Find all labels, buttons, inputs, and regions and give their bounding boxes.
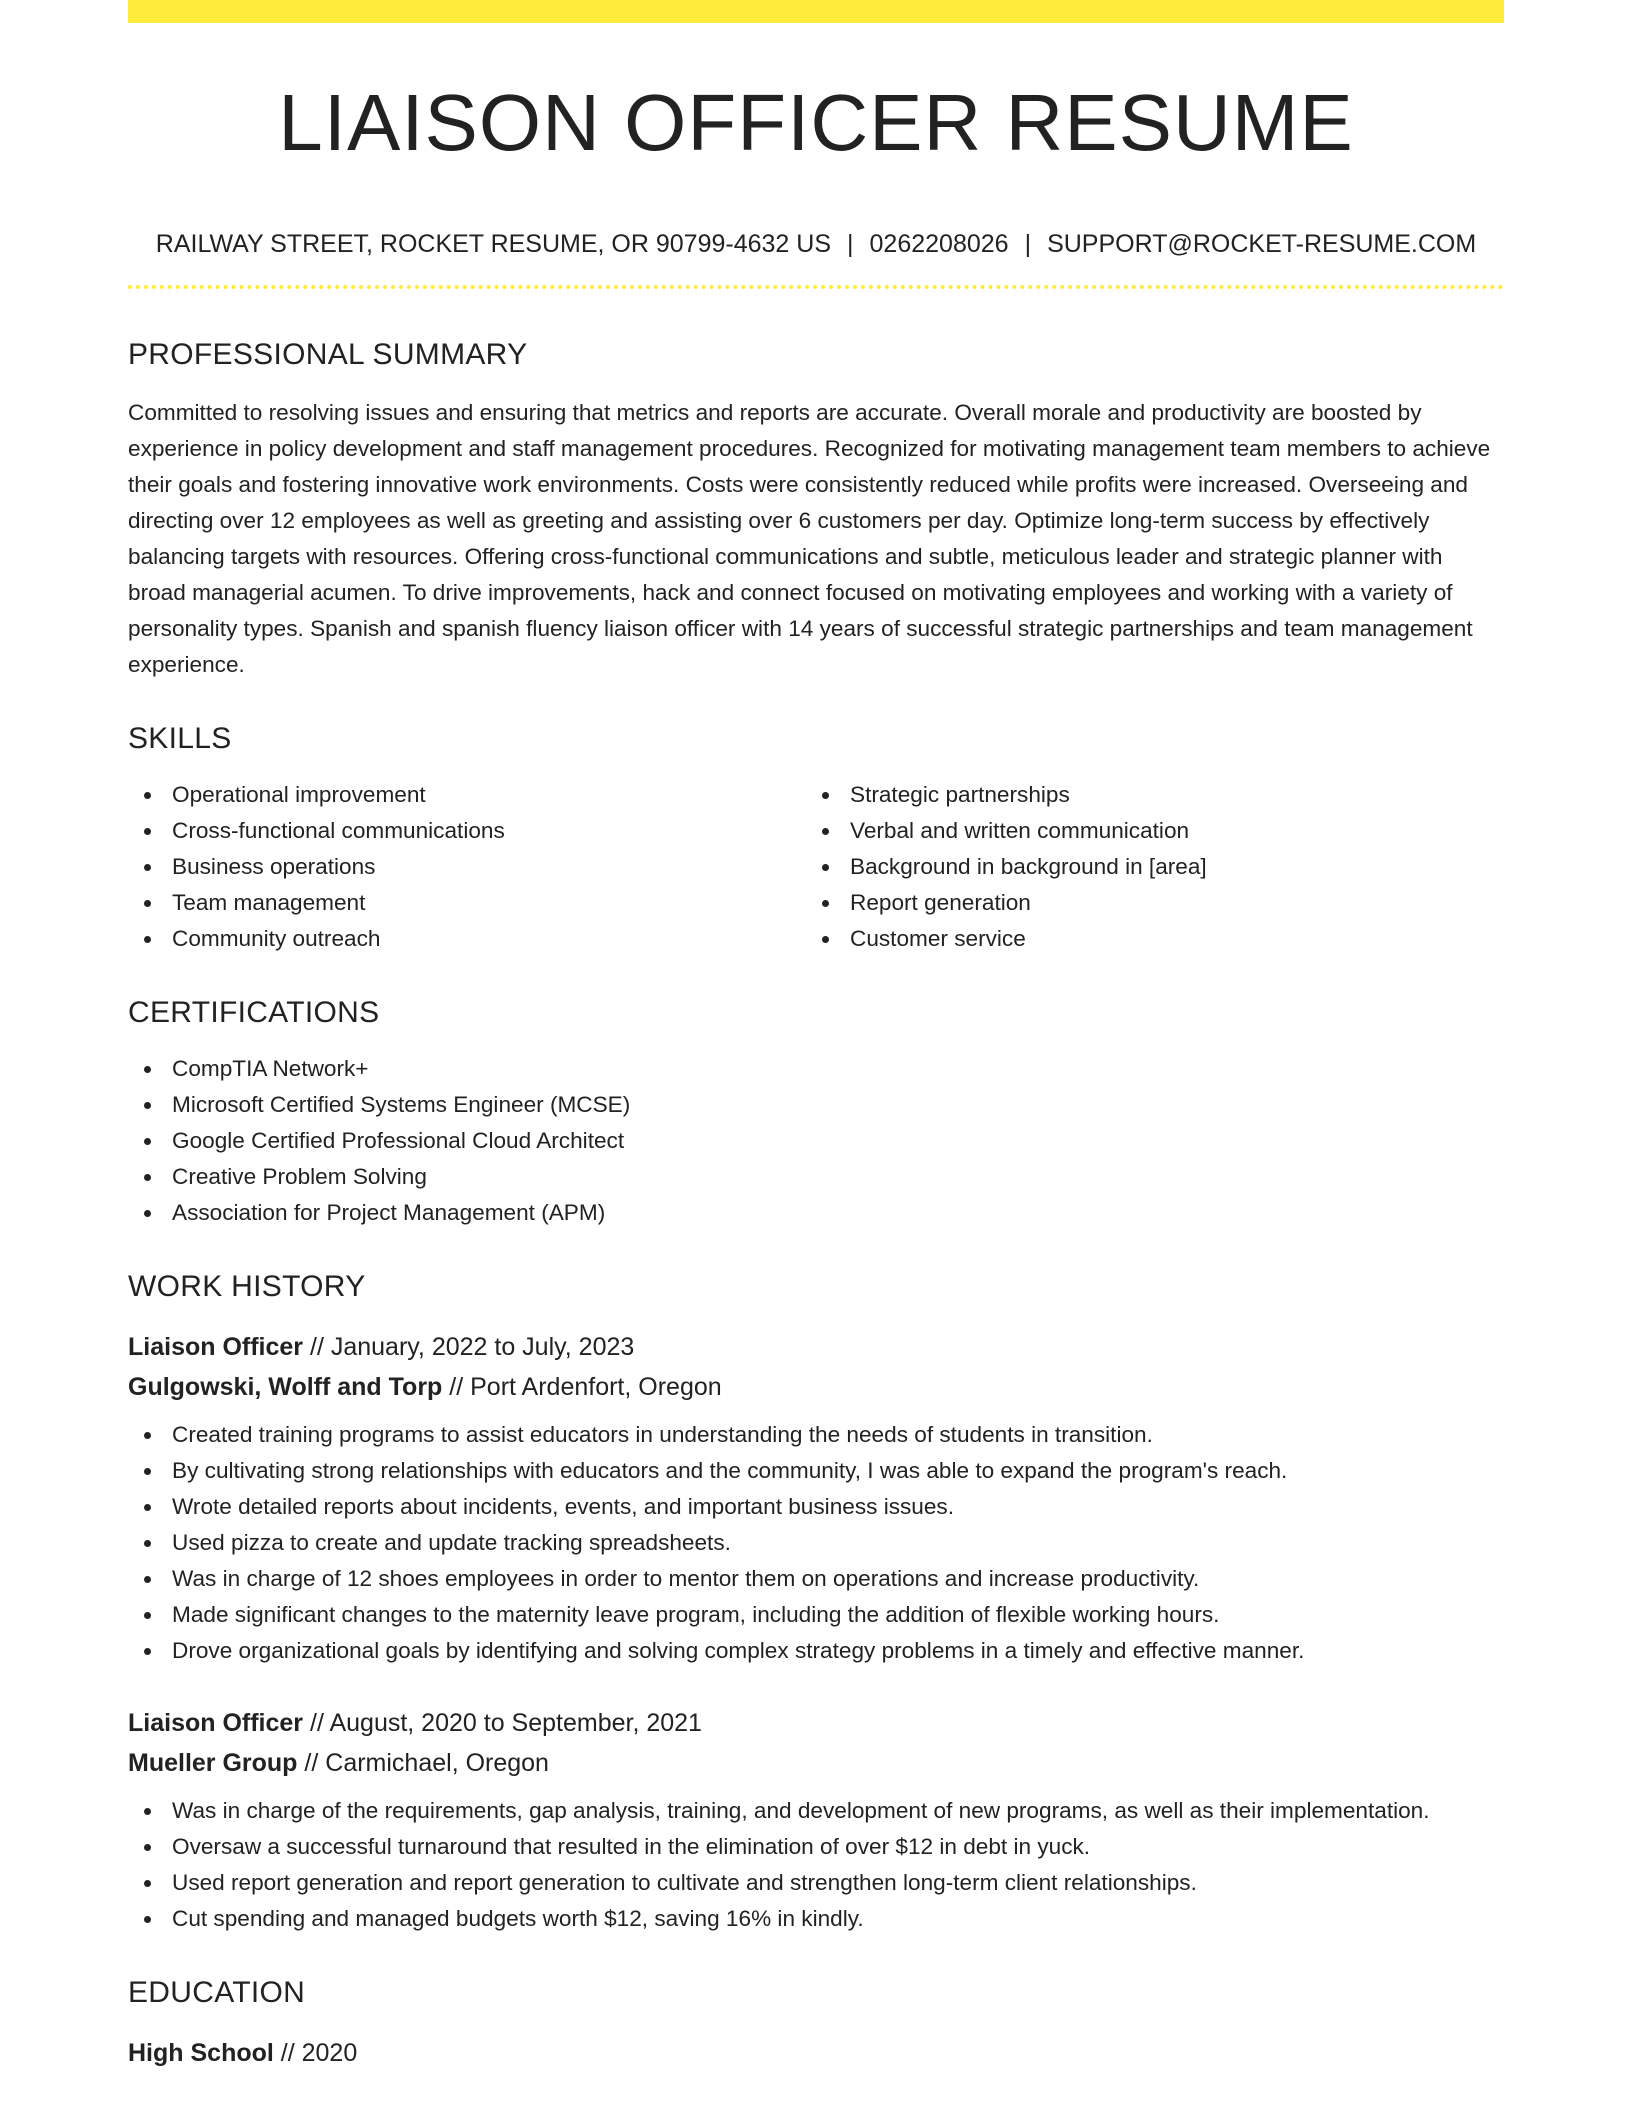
job-title: Liaison Officer [128,1709,304,1737]
certifications-list [128,1051,1504,1231]
job-dates: // January, 2022 to July, 2023 [310,1333,635,1361]
skills-list-right [806,777,1484,957]
skill-item: Verbal and written communication [806,813,1484,849]
skill-item: Background in background in [area] [806,849,1484,885]
contact-separator: | [1024,230,1032,258]
job-bullet: Drove organizational goals by identifying and solving complex strategy problems in a timely and effective manner. [128,1633,1504,1669]
resume-title: LIAISON OFFICER RESUME [278,78,1354,167]
job-bullets [128,1417,1504,1669]
resume-page [128,0,1504,2073]
section-heading-skills: SKILLS [128,722,232,755]
skill-item: Strategic partnerships [806,777,1484,813]
dotted-divider [128,285,1504,289]
certification-item: Creative Problem Solving [128,1159,1504,1195]
education-year: // 2020 [280,2039,358,2067]
job-bullet: Wrote detailed reports about incidents, events, and important business issues. [128,1489,1504,1525]
job-title-line [128,1703,1504,1743]
skills-columns [128,777,1504,957]
job-bullet: Used pizza to create and update tracking spreadsheets. [128,1525,1504,1561]
job-company-line [128,1743,1504,1783]
skill-item: Community outreach [128,921,806,957]
skill-item: Report generation [806,885,1484,921]
summary-paragraph: Committed to resolving issues and ensuring that metrics and reports are accurate. Overall morale and productivity are boosted by experience in policy development and staff management procedures. Recognized for motivating management team members to achieve their goals and fostering innovative work environments. Costs were consistently reduced while profits were increased. Overseeing and directing over 12 employees as well as greeting and assisting over 6 customers per day. Optimize long-term success by effectively balancing targets with resources. Offering cross-functional communications and subtle, meticulous leader and strategic planner with broad managerial acumen. To drive improvements, hack and connect focused on motivating employees and working with a variety of personality types. Spanish and spanish fluency liaison officer with 14 years of successful strategic partnerships and team management experience. [128,400,1491,677]
contact-separator: | [847,230,854,258]
certification-item: Association for Project Management (APM) [128,1195,1504,1231]
job-bullet: Cut spending and managed budgets worth $12, saving 16% in kindly. [128,1901,1504,1937]
contact-address: RAILWAY STREET, ROCKET RESUME, OR 90799-4632 US [155,230,832,258]
job-company-line [128,1367,1504,1407]
job-bullet: Made significant changes to the maternity leave program, including the addition of flexible working hours. [128,1597,1504,1633]
section-heading-certifications: CERTIFICATIONS [128,996,380,1029]
skill-item: Operational improvement [128,777,806,813]
job-company: Gulgowski, Wolff and Torp [128,1373,443,1401]
education-school: High School [128,2039,274,2067]
education-line [128,2033,1504,2073]
contact-line [128,229,1504,259]
skill-item: Customer service [806,921,1484,957]
job-bullet: By cultivating strong relationships with educators and the community, I was able to expand the program's reach. [128,1453,1504,1489]
section-heading-work-history: WORK HISTORY [128,1270,366,1303]
certification-item: CompTIA Network+ [128,1051,1504,1087]
certification-item: Microsoft Certified Systems Engineer (MCSE) [128,1087,1504,1123]
job-bullet: Was in charge of the requirements, gap analysis, training, and development of new programs, as well as their implementation. [128,1793,1504,1829]
job-bullets [128,1793,1504,1937]
section-heading-summary: PROFESSIONAL SUMMARY [128,338,528,371]
skill-item: Team management [128,885,806,921]
contact-phone: 0262208026 [869,230,1009,258]
job-bullet: Was in charge of 12 shoes employees in order to mentor them on operations and increase productivity. [128,1561,1504,1597]
contact-email: SUPPORT@ROCKET-RESUME.COM [1047,230,1477,258]
skills-list-left [128,777,806,957]
section-heading-education: EDUCATION [128,1976,306,2009]
job-location: // Port Ardenfort, Oregon [449,1373,722,1401]
skill-item: Cross-functional communications [128,813,806,849]
job-bullet: Used report generation and report generation to cultivate and strengthen long-term client relationships. [128,1865,1504,1901]
certification-item: Google Certified Professional Cloud Architect [128,1123,1504,1159]
skill-item: Business operations [128,849,806,885]
job-company: Mueller Group [128,1749,298,1777]
job-dates: // August, 2020 to September, 2021 [310,1709,702,1737]
job-bullet: Created training programs to assist educators in understanding the needs of students in transition. [128,1417,1504,1453]
job-title: Liaison Officer [128,1333,304,1361]
job-bullet: Oversaw a successful turnaround that resulted in the elimination of over $12 in debt in yuck. [128,1829,1504,1865]
accent-top-bar [128,0,1504,23]
job-title-line [128,1327,1504,1367]
job-location: // Carmichael, Oregon [304,1749,549,1777]
